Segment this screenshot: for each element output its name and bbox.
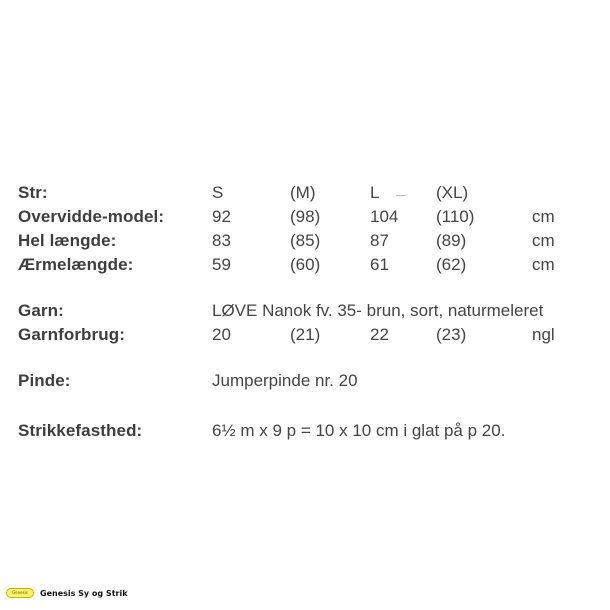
sleeve-length-unit: cm [532, 255, 555, 274]
logo-text: Genesis [12, 590, 28, 595]
sleeve-length-s: 59 [212, 255, 231, 274]
full-length-xl: (89) [436, 231, 467, 250]
brand-name: Genesis Sy og Strik [40, 588, 128, 598]
sleeve-length-xl: (62) [436, 255, 467, 274]
yarn-usage-unit: ngl [532, 325, 555, 344]
needles-label: Pinde: [18, 371, 71, 390]
chest-width-l: 104 [370, 207, 399, 226]
gauge-value: 6½ m x 9 p = 10 x 10 cm i glat på p 20. [212, 421, 506, 440]
gauge-label: Strikkefasthed: [18, 421, 143, 440]
yarn-usage-m: (21) [290, 325, 321, 344]
full-length-unit: cm [532, 231, 555, 250]
yarn-usage-label: Garnforbrug: [18, 325, 125, 344]
full-length-s: 83 [212, 231, 231, 250]
yarn-usage-s: 20 [212, 325, 231, 344]
full-length-label: Hel længde: [18, 231, 117, 250]
full-length-l: 87 [370, 231, 389, 250]
size-l: L [370, 183, 380, 202]
size-xl: (XL) [436, 183, 469, 202]
yarn-usage-l: 22 [370, 325, 389, 344]
size-label: Str: [18, 183, 48, 202]
yarn-value: LØVE Nanok fv. 35- brun, sort, naturmeleret [212, 301, 544, 320]
size-s: S [212, 183, 224, 202]
size-m: (M) [290, 183, 316, 202]
footer-watermark [6, 586, 128, 600]
chest-width-m: (98) [290, 207, 321, 226]
chest-width-s: 92 [212, 207, 231, 226]
full-length-m: (85) [290, 231, 321, 250]
needles-value: Jumperpinde nr. 20 [212, 371, 358, 390]
chest-width-unit: cm [532, 207, 555, 226]
sleeve-length-m: (60) [290, 255, 321, 274]
sleeve-length-label: Ærmelængde: [18, 255, 134, 274]
yarn-label: Garn: [18, 301, 64, 320]
genesis-logo-icon [6, 588, 34, 598]
sleeve-length-l: 61 [370, 255, 389, 274]
chest-width-label: Overvidde-model: [18, 207, 165, 226]
divider-mark [396, 195, 406, 196]
yarn-usage-xl: (23) [436, 325, 467, 344]
chest-width-xl: (110) [436, 207, 475, 226]
